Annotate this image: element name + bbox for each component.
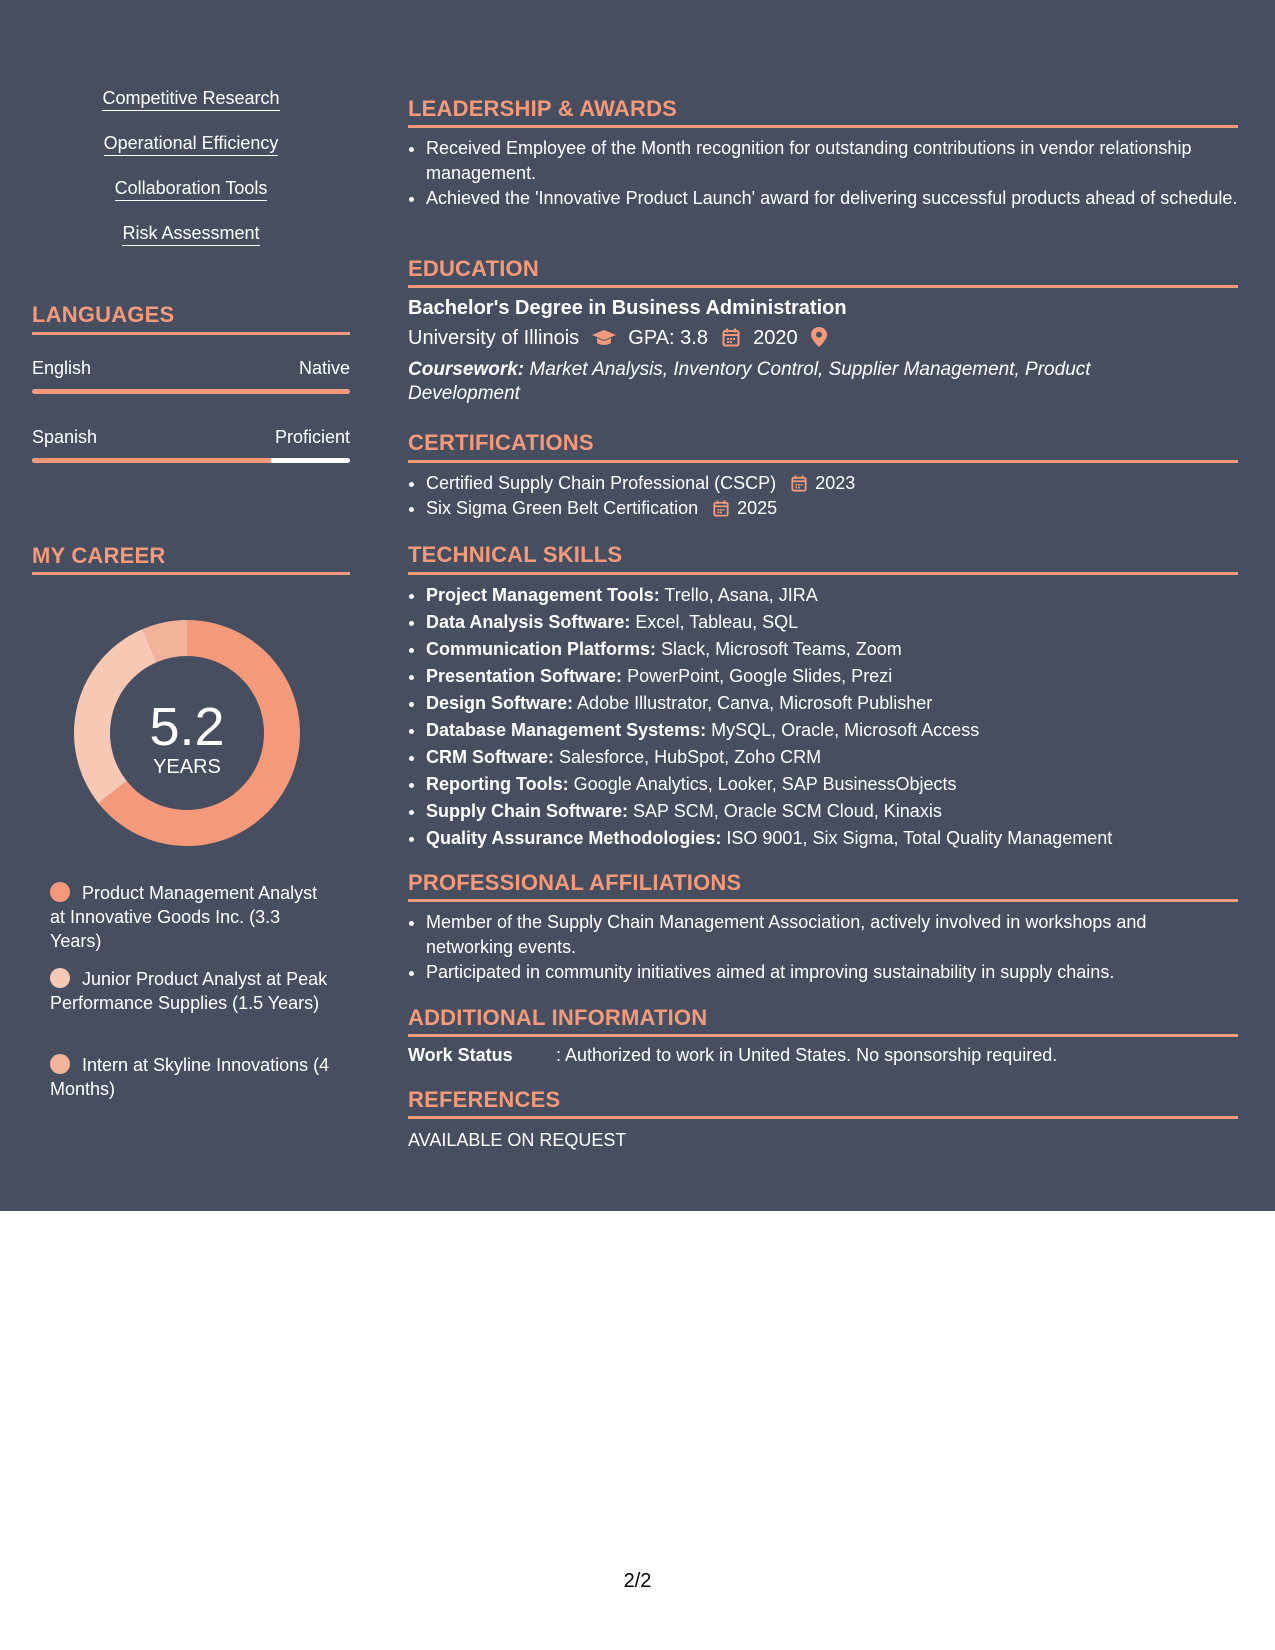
work-status-label: Work Status [408,1045,513,1065]
list-item: • Six Sigma Green Belt Certification 2025 [426,496,1256,521]
technical-skills-list [408,582,1256,852]
education-year: 2020 [753,327,798,349]
coursework-label: Coursework: [408,359,525,380]
certifications-list [408,471,1256,521]
tech-skill-item [426,771,1256,798]
tech-skill-value: Google Analytics, Looker, SAP BusinessObjects [573,774,957,794]
legend-dot [50,882,70,902]
tech-skill-label: Quality Assurance Methodologies: [426,828,722,848]
tech-skill-label: CRM Software: [426,747,555,767]
certifications-title: CERTIFICATIONS [408,430,594,455]
education-coursework [408,358,1168,406]
section-rule [32,332,350,335]
tech-skill-value: Trello, Asana, JIRA [664,585,818,605]
donut-slice [74,629,157,803]
skill-tag: Collaboration Tools [32,178,350,199]
tech-skill-value: PowerPoint, Google Slides, Prezi [627,666,893,686]
tech-skill-value: Adobe Illustrator, Canva, Microsoft Publisher [577,693,933,713]
section-rule [32,572,350,575]
languages-title: LANGUAGES [32,302,175,327]
list-item: • Received Employee of the Month recognition for outstanding contributions in vendor relationship management. [426,136,1256,186]
graduation-cap-icon [591,329,617,347]
tech-skill-label: Communication Platforms: [426,639,657,659]
education-school: University of Illinois [408,327,580,349]
tech-skill-label: Design Software: [426,693,574,713]
tech-skill-label: Project Management Tools: [426,585,660,605]
tech-skill-value: MySQL, Oracle, Microsoft Access [711,720,980,740]
legend-dot [50,1054,70,1074]
tech-skill-item [426,582,1256,609]
section-rule [408,460,1238,463]
affiliations-list [408,910,1226,985]
references-text: AVAILABLE ON REQUEST [408,1130,627,1150]
tech-skill-label: Data Analysis Software: [426,612,631,632]
skill-tag: Operational Efficiency [32,133,350,154]
tech-skill-item [426,717,1256,744]
references-title: REFERENCES [408,1087,561,1112]
career-legend-item: Product Management Analyst at Innovative Goods Inc. (3.3 Years) [50,883,318,951]
technical-skills-title: TECHNICAL SKILLS [408,542,623,567]
section-rule [408,572,1238,575]
language-level: Native [298,358,350,378]
tech-skill-value: Salesforce, HubSpot, Zoho CRM [559,747,822,767]
list-item: • Certified Supply Chain Professional (CSCP) 2023 [426,471,1256,496]
language-row [32,358,350,379]
location-pin-icon [811,327,827,347]
tech-skill-label: Reporting Tools: [426,774,569,794]
career-title: MY CAREER [32,543,166,568]
leadership-title: LEADERSHIP & AWARDS [408,96,678,121]
tech-skill-label: Database Management Systems: [426,720,707,740]
career-legend-item: Junior Product Analyst at Peak Performance Supplies (1.5 Years) [50,969,328,1013]
tech-skill-value: Slack, Microsoft Teams, Zoom [661,639,902,659]
tech-skill-value: Excel, Tableau, SQL [635,612,799,632]
tech-skill-item [426,690,1256,717]
work-status-value: : Authorized to work in United States. No sponsorship required. [556,1045,1058,1065]
language-bar-fill [32,389,350,394]
language-level: Proficient [274,427,350,447]
leadership-list [408,136,1256,211]
section-rule [408,285,1238,288]
education-gpa: GPA: 3.8 [628,327,708,349]
list-item: • Participated in community initiatives aimed at improving sustainability in supply chains. [426,960,1226,985]
skill-tag: Competitive Research [32,88,350,109]
tech-skill-item [426,798,1256,825]
education-details [408,327,827,350]
tech-skill-item [426,636,1256,663]
tech-skill-value: SAP SCM, Oracle SCM Cloud, Kinaxis [633,801,942,821]
work-status-row [408,1045,1057,1066]
language-name: English [32,358,92,378]
career-total-unit: YEARS [153,756,221,778]
calendar-icon [713,500,729,517]
language-bar-fill [32,458,271,463]
list-item: • Achieved the 'Innovative Product Launch' award for delivering successful products ahead of schedule. [426,186,1256,211]
legend-dot [50,968,70,988]
calendar-icon [791,475,807,492]
tech-skill-item [426,609,1256,636]
career-total-value: 5.2 [149,697,225,757]
page-number: 2/2 [623,1570,652,1592]
tech-skill-item [426,825,1256,852]
career-donut-chart [67,613,307,853]
education-degree: Bachelor's Degree in Business Administration [408,297,847,319]
education-title: EDUCATION [408,256,539,281]
tech-skill-label: Presentation Software: [426,666,623,686]
skill-tag: Risk Assessment [32,223,350,244]
career-legend-item: Intern at Skyline Innovations (4 Months) [50,1055,330,1099]
tech-skill-item [426,663,1256,690]
affiliations-title: PROFESSIONAL AFFILIATIONS [408,870,742,895]
list-item: • Member of the Supply Chain Management Association, actively involved in workshops and networking events. [426,910,1226,960]
language-name: Spanish [32,427,98,447]
coursework-text: Market Analysis, Inventory Control, Supplier Management, Product Development [408,359,1091,404]
language-bar [32,389,350,394]
section-rule [408,1034,1238,1037]
tech-skill-label: Supply Chain Software: [426,801,629,821]
tech-skill-value: ISO 9001, Six Sigma, Total Quality Management [726,828,1113,848]
language-bar [32,458,350,463]
section-rule [408,1116,1238,1119]
section-rule [408,899,1238,902]
section-rule [408,125,1238,128]
calendar-icon [722,328,740,347]
tech-skill-item [426,744,1256,771]
language-row [32,427,350,448]
additional-info-title: ADDITIONAL INFORMATION [408,1005,708,1030]
